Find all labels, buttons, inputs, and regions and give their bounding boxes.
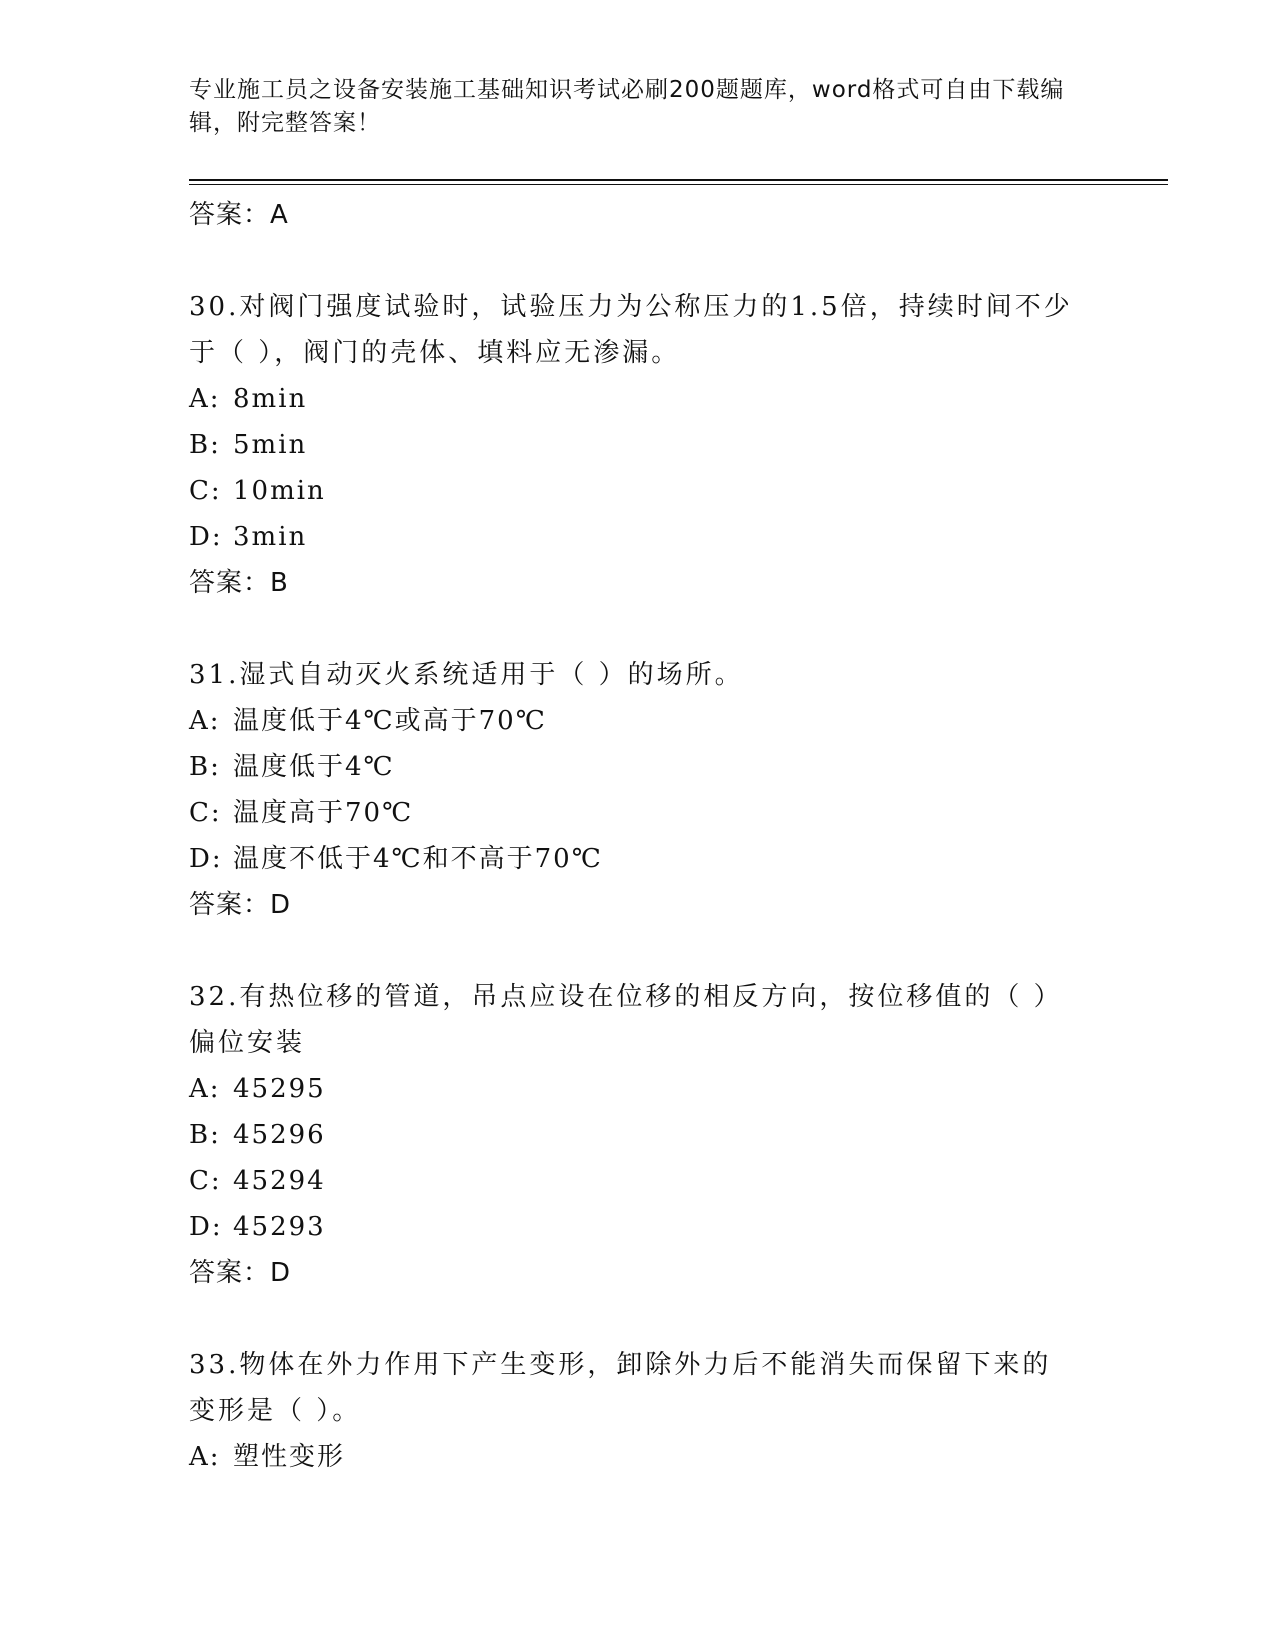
option-b (189, 1112, 1089, 1158)
option-value: 8min (233, 384, 308, 414)
option-key: B: (189, 430, 221, 460)
question-item-32 (189, 974, 1089, 1296)
option-value: 5min (233, 430, 308, 460)
option-value: 45293 (233, 1212, 326, 1242)
question-item-30 (189, 284, 1089, 606)
option-c (189, 1158, 1089, 1204)
option-value: 45296 (233, 1120, 326, 1150)
option-value: 温度低于4℃或高于70℃ (233, 706, 547, 736)
option-key: C: (189, 476, 222, 506)
option-a (189, 1066, 1089, 1112)
option-key: B: (189, 1120, 221, 1150)
option-value: 45295 (233, 1074, 326, 1104)
option-key: C: (189, 1166, 222, 1196)
question-list (189, 192, 1089, 1480)
option-value: 温度高于70℃ (233, 798, 414, 828)
option-c (189, 790, 1089, 836)
option-value: 塑性变形 (233, 1442, 346, 1472)
option-a (189, 376, 1089, 422)
answer-line: 答案：A (189, 200, 289, 230)
option-b (189, 744, 1089, 790)
header-divider-thin (189, 184, 1168, 185)
option-a (189, 1434, 1089, 1480)
option-key: C: (189, 798, 222, 828)
option-c (189, 468, 1089, 514)
option-key: A: (189, 706, 221, 736)
option-value: 10min (233, 476, 326, 506)
answer-line: 答案：B (189, 568, 289, 598)
question-text: 33.物体在外力作用下产生变形，卸除外力后不能消失而保留下来的变形是（ ）。 (189, 1350, 1052, 1426)
option-key: A: (189, 1442, 221, 1472)
answer-line: 答案：D (189, 890, 292, 920)
option-value: 温度低于4℃ (233, 752, 395, 782)
header-divider-thick (189, 179, 1168, 181)
option-value: 温度不低于4℃和不高于70℃ (233, 844, 603, 874)
option-key: D: (189, 1212, 223, 1242)
option-a (189, 698, 1089, 744)
option-d (189, 836, 1089, 882)
option-key: A: (189, 384, 221, 414)
question-item-31 (189, 652, 1089, 928)
option-value: 3min (233, 522, 308, 552)
question-text: 32.有热位移的管道，吊点应设在位移的相反方向，按位移值的（ ）偏位安装 (189, 982, 1063, 1058)
option-b (189, 422, 1089, 468)
option-key: B: (189, 752, 221, 782)
question-item-33 (189, 1342, 1089, 1480)
option-d (189, 514, 1089, 560)
question-text: 30.对阀门强度试验时，试验压力为公称压力的1.5倍，持续时间不少于（ ），阀门的壳体、填料应无渗漏。 (189, 292, 1073, 368)
option-key: D: (189, 844, 223, 874)
option-d (189, 1204, 1089, 1250)
option-key: A: (189, 1074, 221, 1104)
option-key: D: (189, 522, 223, 552)
document-header-title: 专业施工员之设备安装施工基础知识考试必刷200题题库，word格式可自由下载编辑，附完整答案！ (189, 77, 1065, 136)
answer-line: 答案：D (189, 1258, 292, 1288)
option-value: 45294 (233, 1166, 326, 1196)
question-text: 31.湿式自动灭火系统适用于（ ）的场所。 (189, 660, 744, 690)
